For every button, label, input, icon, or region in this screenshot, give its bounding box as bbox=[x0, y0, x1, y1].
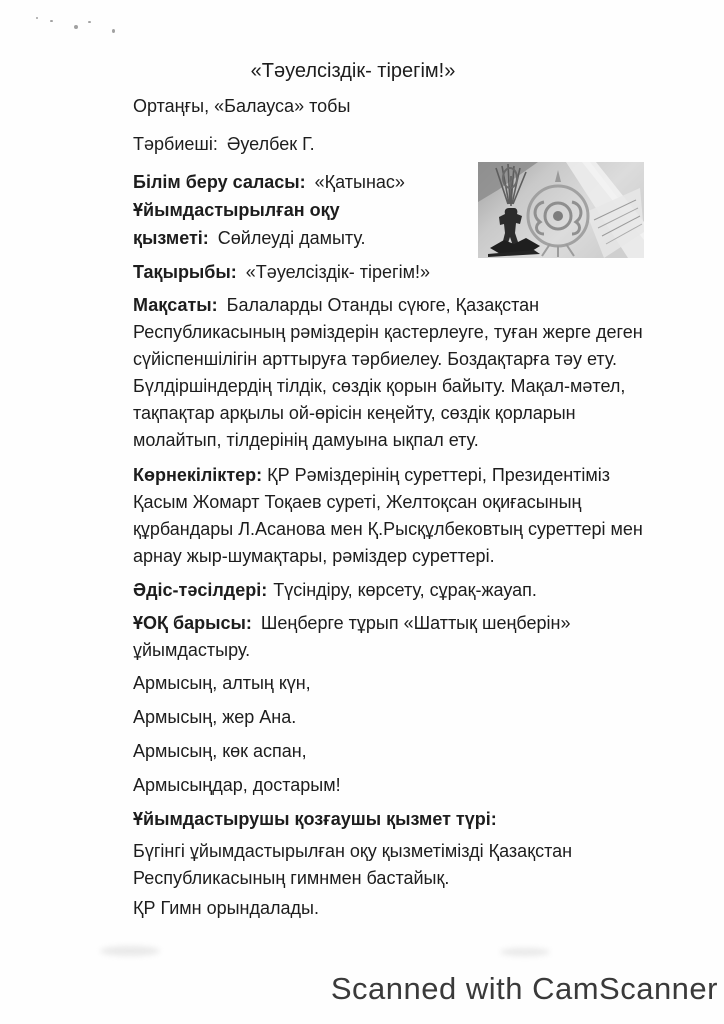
education-area-label: Білім беру саласы: bbox=[133, 172, 306, 192]
scan-speck bbox=[88, 21, 91, 23]
visuals-text: ҚР Рәміздерінің суреттері, Президентіміз Қасым Жомарт Тоқаев суреті, Желтоқсан оқиғасының құрбандары Л.Асанова мен Қ.Рысқұлбековтың суреттері мен арнау жыр-шумақтары, рәміздер суреттері. bbox=[133, 465, 643, 566]
education-area-value: «Қатынас» bbox=[314, 172, 405, 192]
activity-label-line1: Ұйымдастырылған оқу bbox=[133, 200, 340, 220]
poem-line: Армысың, жер Ана. bbox=[133, 707, 297, 727]
teacher-label: Тәрбиеші: bbox=[133, 134, 218, 154]
document-body bbox=[133, 58, 649, 933]
visuals-paragraph bbox=[133, 462, 649, 570]
education-area-line bbox=[133, 169, 649, 196]
topic-label: Тақырыбы: bbox=[133, 262, 237, 282]
activity-value: Сөйлеуді дамыту. bbox=[217, 228, 366, 248]
teacher-line bbox=[133, 131, 649, 158]
poem-line: Армысың, көк аспан, bbox=[133, 741, 307, 761]
poem-line: Армысың, алтың күн, bbox=[133, 673, 311, 693]
poem-line: Армысыңдар, достарым! bbox=[133, 775, 341, 795]
goal-paragraph bbox=[133, 292, 649, 454]
anthem-line: ҚР Гимн орындалады. bbox=[133, 898, 319, 918]
methods-label: Әдіс-тәсілдері: bbox=[133, 580, 268, 600]
visuals-label: Көрнекіліктер: bbox=[133, 465, 263, 485]
scan-speck bbox=[50, 20, 53, 22]
scan-speck bbox=[74, 25, 78, 29]
organizing-text: Бүгінгі ұйымдастырылған оқу қызметімізді Қазақстан Республикасының гимнмен бастайық. bbox=[133, 841, 573, 888]
topic-value: «Тәуелсіздік- тірегім!» bbox=[245, 262, 430, 282]
methods-value: Түсіндіру, көрсету, сұрақ-жауап. bbox=[273, 580, 537, 600]
document-title: «Тәуелсіздік- тірегім!» bbox=[250, 60, 456, 82]
goal-label: Мақсаты: bbox=[133, 295, 218, 315]
scan-smudge bbox=[100, 946, 160, 956]
group-line: Ортаңғы, «Балауса» тобы bbox=[133, 96, 351, 116]
teacher-value: Әуелбек Г. bbox=[226, 134, 315, 154]
scan-speck bbox=[112, 29, 115, 33]
methods-line bbox=[133, 577, 649, 604]
activity-line2 bbox=[133, 225, 649, 252]
activity-label-line2: қызметі: bbox=[133, 228, 209, 248]
camscanner-watermark: Scanned with CamScanner bbox=[330, 971, 718, 1006]
scan-speck bbox=[36, 17, 38, 19]
process-label: ҰОҚ барысы: bbox=[133, 613, 252, 633]
scan-smudge bbox=[500, 948, 550, 956]
topic-line bbox=[133, 259, 649, 286]
organizing-heading: Ұйымдастырушы қозғаушы қызмет түрі: bbox=[133, 809, 497, 829]
process-text: Шеңберге тұрып «Шаттық шеңберін» ұйымдастыру. bbox=[133, 613, 571, 660]
goal-text: Балаларды Отанды сүюге, Қазақстан Республикасының рәміздерін қастерлеуге, туған жерге деген сүйіспеншілігін арттыруға тәрбиелеу. Боздақтарға тәу ету. Бүлдіршіндердің тілдік, сөздік қорын байыту. Мақал-мәтел, тақпақтар арқылы ой-өрісін кеңейту, сөздік қорларын молайтып, тілдерінің дамуына ықпал ету. bbox=[133, 295, 643, 450]
process-paragraph bbox=[133, 610, 649, 664]
